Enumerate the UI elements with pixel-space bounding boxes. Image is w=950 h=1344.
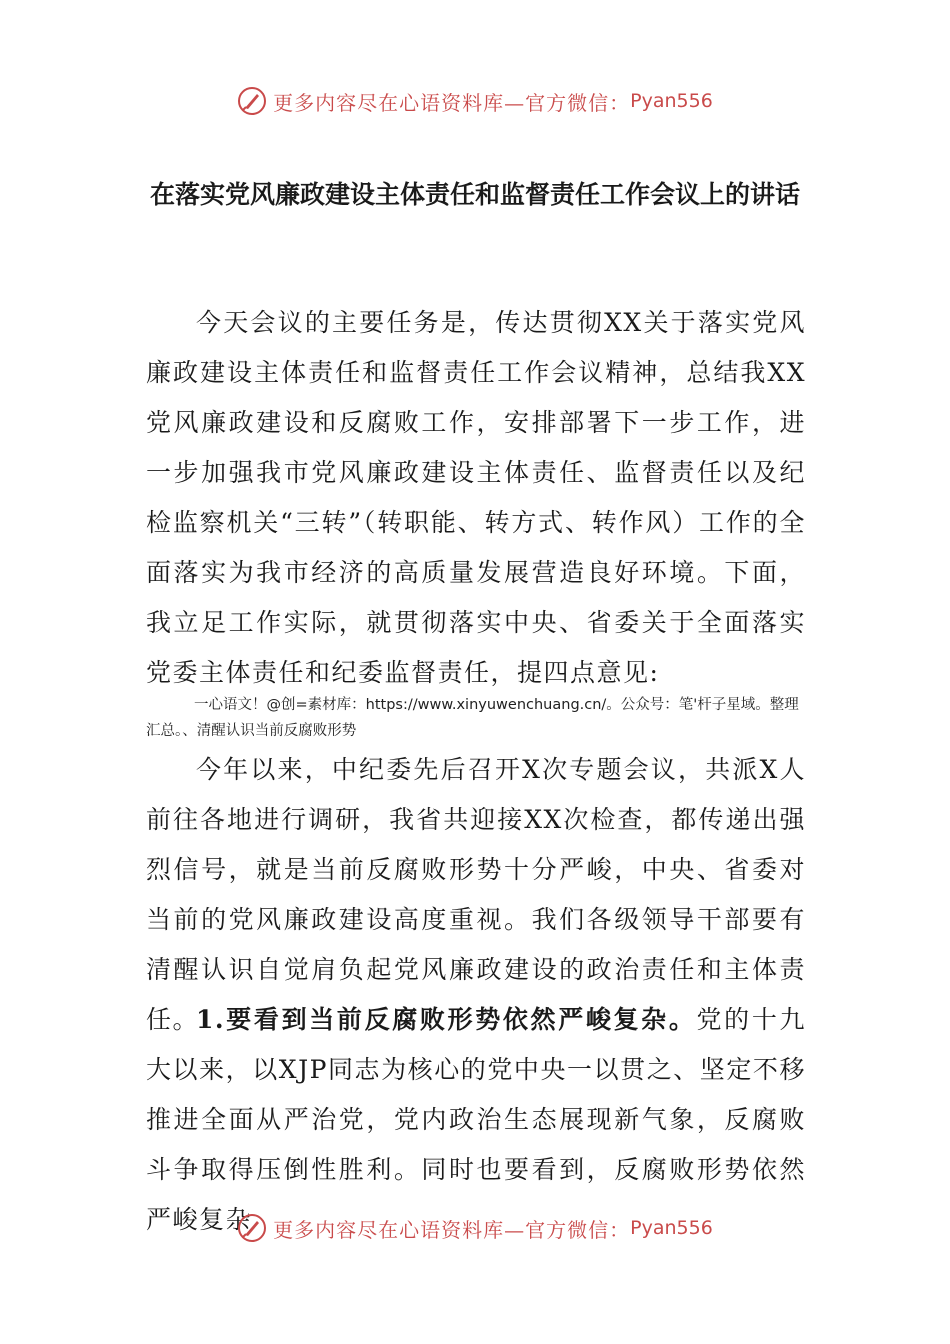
point-1-body: 党的十九大以来，以XJP同志为核心的党中央一以贯之、坚定不移推进全面从严治党，党内政治生态展现新气象，反腐败斗争取得压倒性胜利。同时也要看到，反腐败形势依然严峻复杂 [146, 1005, 806, 1234]
paragraph-point-1 [146, 995, 806, 1245]
document-title: 在落实党风廉政建设主体责任和监督责任工作会议上的讲话 [149, 180, 800, 209]
paragraph-intro: 今天会议的主要任务是，传达贯彻XX关于落实党风廉政建设主体责任和监督责任工作会议精神，总结我XX党风廉政建设和反腐败工作，安排部署下一步工作，进一步加强我市党风廉政建设主体责任、监督责任以及纪检监察机关“三转”（转职能、转方式、转作风）工作的全面落实为我市经济的高质量发展营造良好环境。下面，我立足工作实际，就贯彻落实中央、省委关于全面落实党委主体责任和纪委监督责任，提四点意见: [146, 308, 806, 687]
banner-wechat-id: Pyan556 [630, 90, 713, 112]
paragraph-situation: 今年以来，中纪委先后召开X次专题会议，共派X人前往各地进行调研，我省共迎接XX次检查，都传递出强烈信号，就是当前反腐败形势十分严峻，中央、省委对当前的党风廉政建设高度重视。我们各级领导干部要有清醒认识自觉肩负起党风廉政建设的政治责任和主体责任。 [146, 755, 806, 1034]
banner-text: 更多内容尽在心语资料库—官方微信： [273, 1217, 631, 1242]
point-1-heading: 1.要看到当前反腐败形势依然严峻复杂。 [196, 1005, 697, 1034]
source-note-text: 一心语文！@创=素材库：https://www.xinyuwenchuang.cn/。公众号：笔'杆子星域。整理汇总。、清醒认识当前反腐败形势 [146, 697, 799, 739]
header-watermark [0, 86, 950, 116]
banner-wechat-id: Pyan556 [630, 1217, 713, 1239]
quill-logo-icon [237, 86, 267, 116]
banner-text: 更多内容尽在心语资料库—官方微信： [273, 90, 631, 115]
footer-watermark [0, 1213, 950, 1243]
quill-logo-icon [237, 1213, 267, 1243]
source-note [146, 692, 806, 744]
